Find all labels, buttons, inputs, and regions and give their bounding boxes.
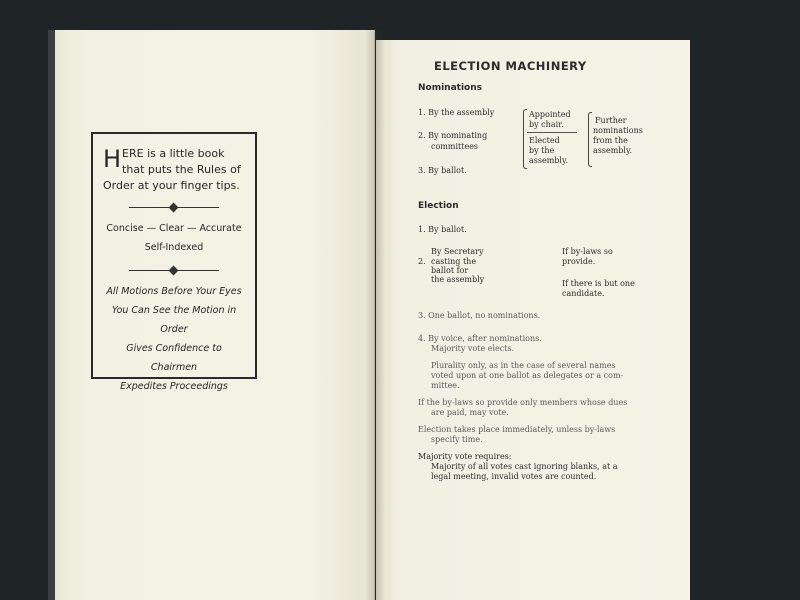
bylaws-line: are paid, may vote. <box>431 408 509 417</box>
majority-line: Majority of all votes cast ignoring blanks, at a <box>431 462 618 471</box>
election-item2-condition: provide. <box>562 257 596 266</box>
further-line: assembly. <box>593 146 632 155</box>
ad-feature: Expedites Proceedings <box>120 381 228 392</box>
ad-headline-initial: H <box>103 145 122 173</box>
nominations-heading: Nominations <box>418 83 482 93</box>
nomination-item: 3. By ballot. <box>418 166 467 175</box>
nomination-item: 1. By the assembly <box>418 108 495 117</box>
nomination-item: 2. By nominating <box>418 131 488 140</box>
election-item: 3. One ballot, no nominations. <box>418 311 541 320</box>
ad-feature: Gives Confidence to Chairmen <box>126 343 222 373</box>
election-item2-condition: If by-laws so <box>562 247 613 256</box>
book-spine <box>365 30 385 600</box>
appointed-line: Appointed <box>529 110 571 119</box>
further-line: Further <box>595 116 627 125</box>
brace <box>523 109 527 169</box>
ornament-divider <box>129 204 219 211</box>
ornament-divider <box>129 267 219 274</box>
appointed-line: by chair. <box>529 120 564 129</box>
election-item2-condition: If there is but one <box>562 279 635 288</box>
election-item2-number: 2. <box>418 257 426 266</box>
timing-line: Election takes place immediately, unless by-laws <box>418 425 616 434</box>
election-item: 1. By ballot. <box>418 225 467 234</box>
plurality-line: mittee. <box>431 381 460 390</box>
plurality-line: Plurality only, as in the case of several names <box>431 361 616 370</box>
nomination-item: committees <box>431 142 479 151</box>
divider-line <box>527 132 577 133</box>
brace <box>588 112 592 167</box>
ad-feature: All Motions Before Your Eyes <box>106 286 242 297</box>
ad-tagline-2: Self-Indexed <box>144 242 204 253</box>
elected-line: assembly. <box>529 156 568 165</box>
ad-headline <box>103 146 245 194</box>
majority-line: legal meeting, invalid votes are counted. <box>431 472 597 481</box>
advertisement-box <box>91 132 257 392</box>
ad-headline-line: ERE is a little book <box>122 147 225 160</box>
timing-line: specify time. <box>431 435 483 444</box>
further-line: from the <box>593 136 628 145</box>
further-line: nominations <box>593 126 643 135</box>
elected-line: by the <box>529 146 555 155</box>
election-item: 4. By voice, after nominations. <box>418 334 542 343</box>
election-heading: Election <box>418 201 459 211</box>
election-item2-line: ballot for <box>431 266 469 275</box>
ad-feature: You Can See the Motion in Order <box>111 305 237 335</box>
ad-headline-line: Order at your finger tips. <box>103 179 240 192</box>
bylaws-line: If the by-laws so provide only members whose dues <box>418 398 628 407</box>
majority-line: Majority vote requires: <box>418 452 512 461</box>
election-item2-line: casting the <box>431 257 477 266</box>
plurality-line: voted upon at one ballot as delegates or a com- <box>431 371 624 380</box>
election-item2-line: the assembly <box>431 275 485 284</box>
elected-line: Elected <box>529 136 560 145</box>
election-item: Majority vote elects. <box>431 344 515 353</box>
election-item2-condition: candidate. <box>562 289 605 298</box>
ad-headline-line: that puts the Rules of <box>122 163 241 176</box>
page-title: ELECTION MACHINERY <box>434 59 587 73</box>
election-item2-line: By Secretary <box>431 247 484 256</box>
ad-tagline: Concise — Clear — Accurate <box>106 223 242 234</box>
